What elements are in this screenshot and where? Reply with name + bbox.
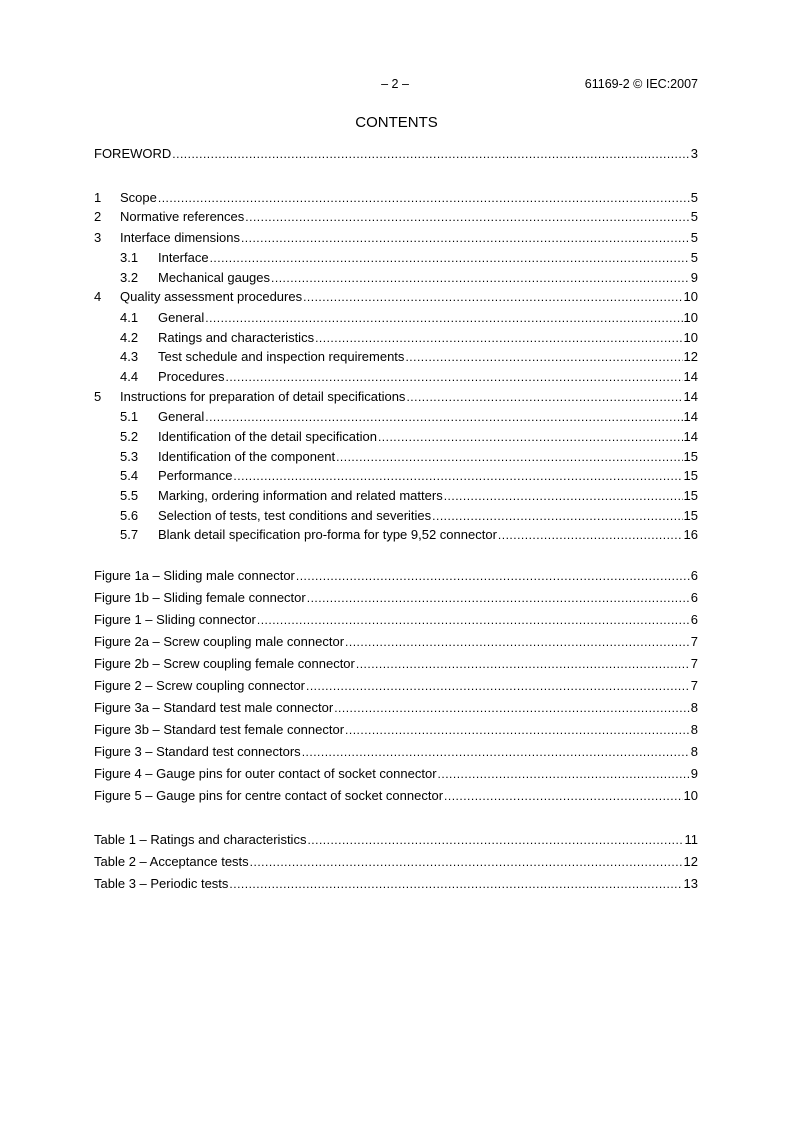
dot-leader [296,565,690,587]
toc-page-number: 7 [690,678,698,693]
dot-leader [307,587,690,609]
toc-row-section[interactable] [94,228,698,249]
figure-list-item[interactable] [94,631,698,653]
dot-leader [172,145,689,164]
foreword-entry [94,144,698,163]
toc-row-subsection[interactable] [94,308,698,328]
dot-leader [315,329,682,348]
section-number: 3 [94,229,102,245]
toc-entry-label: Marking, ordering information and related matters [158,487,443,503]
figure-list-item[interactable] [94,697,698,719]
section-number: 1 [94,190,102,205]
section-number: 3.1 [120,250,139,265]
toc-row-section[interactable] [94,387,698,408]
toc-row-subsection[interactable] [94,427,698,447]
dot-leader [257,609,690,631]
contents-title: CONTENTS [355,114,438,131]
toc-row-subsection[interactable] [94,525,698,545]
toc-page-number: 14 [683,428,698,444]
section-number: 5.2 [120,428,139,444]
list-of-figures [94,565,698,807]
toc-page-number: 6 [690,612,698,627]
toc-row-subsection[interactable] [94,506,698,526]
dot-leader [303,288,682,307]
toc-page-number: 7 [690,656,698,671]
toc-entry-label: Figure 2b – Screw coupling female connector [94,656,355,671]
toc-row-subsection[interactable] [94,407,698,427]
dot-leader [241,229,690,248]
toc-row-subsection[interactable] [94,367,698,387]
dot-leader [250,851,683,873]
toc-entry-label: Procedures [158,368,225,384]
toc-row-subsection[interactable] [94,347,698,367]
toc-entry-label: Figure 2 – Screw coupling connector [94,678,306,693]
toc-page-number: 6 [690,590,698,605]
section-number: 4.3 [120,349,139,365]
toc-row-subsection[interactable] [94,486,698,506]
toc-entry-label: Blank detail specification pro-forma for type 9,52 connector [158,527,497,543]
dot-leader [378,428,683,447]
dot-leader [444,785,683,807]
dot-leader [233,467,682,486]
toc-entry-label: Quality assessment procedures [120,289,303,305]
section-number: 5.1 [120,409,139,425]
toc-page-number: 13 [683,876,698,891]
toc-row-section[interactable] [94,287,698,308]
toc-page-number: 5 [690,209,698,224]
toc-entry-label: Figure 3a – Standard test male connector [94,700,334,715]
dot-leader [345,719,690,741]
toc-page-number: 14 [683,368,698,384]
toc-entry-label: Test schedule and inspection requirements [158,349,405,365]
toc-row-subsection[interactable] [94,248,698,268]
toc-entry-label: Interface [158,250,209,265]
dot-leader [356,653,690,675]
toc-row-subsection[interactable] [94,466,698,486]
section-number: 4.2 [120,329,139,345]
toc-row-subsection[interactable] [94,447,698,467]
table-list-item[interactable] [94,851,698,873]
section-number: 5.5 [120,487,139,503]
toc-page-number: 12 [683,349,698,365]
section-number: 4 [94,289,102,305]
section-number: 5.4 [120,468,139,484]
figure-list-item[interactable] [94,609,698,631]
toc-page-number: 5 [690,229,698,245]
toc-page-number: 7 [690,634,698,649]
toc-row-section[interactable] [94,188,698,207]
toc-entry-label: Identification of the component [158,448,336,464]
toc-entry-label: Figure 4 – Gauge pins for outer contact of socket connector [94,766,437,781]
figure-list-item[interactable] [94,741,698,763]
figure-list-item[interactable] [94,653,698,675]
toc-page-number: 8 [690,744,698,759]
dot-leader [336,448,682,467]
dot-leader [205,309,682,328]
dot-leader [225,368,682,387]
toc-entry-label: Identification of the detail specification [158,428,377,444]
dot-leader [498,526,683,545]
toc-page-number: 9 [690,766,698,781]
dot-leader [210,249,690,268]
section-number: 4.4 [120,368,139,384]
toc-page-number: 10 [683,329,698,345]
dot-leader [307,829,683,851]
section-number: 5.6 [120,507,139,523]
toc-entry-label: Performance [158,468,233,484]
toc-entry-label: Interface dimensions [120,229,240,245]
figure-list-item[interactable] [94,763,698,785]
toc-entry-label: Figure 3b – Standard test female connector [94,722,345,737]
toc-page-number: 3 [690,146,698,161]
page-number: – 2 – [381,77,409,91]
toc-page-number: 14 [683,409,698,425]
toc-page-number: 15 [683,487,698,503]
table-list-item[interactable] [94,873,698,895]
toc-entry-label: Selection of tests, test conditions and severities [158,507,432,523]
toc-row-subsection[interactable] [94,268,698,288]
toc-row-foreword[interactable] [94,144,698,163]
section-number: 2 [94,209,102,224]
toc-entry-label: Figure 3 – Standard test connectors [94,744,301,759]
toc-entry-label: Figure 5 – Gauge pins for centre contact of socket connector [94,788,444,803]
toc-page-number: 15 [683,468,698,484]
toc-page-number: 11 [684,832,698,847]
toc-entry-label: Mechanical gauges [158,269,271,285]
figure-list-item[interactable] [94,785,698,807]
toc-page-number: 10 [683,788,698,803]
toc-entry-label: Table 1 – Ratings and characteristics [94,832,307,847]
toc-page-number: 16 [683,527,698,543]
dot-leader [245,208,689,227]
figure-list-item[interactable] [94,587,698,609]
table-list-item[interactable] [94,829,698,851]
dot-leader [405,348,682,367]
section-number: 4.1 [120,309,139,325]
section-number: 5.3 [120,448,139,464]
dot-leader [271,269,690,288]
toc-page-number: 9 [690,269,698,285]
toc-entry-label: Figure 1b – Sliding female connector [94,590,306,605]
toc-entry-label: Figure 1 – Sliding connector [94,612,256,627]
toc-page-number: 10 [683,289,698,305]
section-number: 5 [94,388,102,404]
toc-page-number: 10 [683,309,698,325]
toc-entry-label: Figure 1a – Sliding male connector [94,568,295,583]
toc-page-number: 8 [690,700,698,715]
dot-leader [438,763,690,785]
toc-entry-label: Figure 2a – Screw coupling male connector [94,634,345,649]
toc-entry-label: FOREWORD [94,146,172,161]
figure-list-item[interactable] [94,675,698,697]
toc-entry-label: Normative references [120,209,245,224]
dot-leader [432,507,682,526]
toc-page-number: 15 [683,448,698,464]
toc-row-subsection[interactable] [94,328,698,348]
document-reference: 61169-2 © IEC:2007 [584,77,698,91]
toc-page-number: 5 [690,190,698,205]
section-number: 5.7 [120,527,139,543]
dot-leader [444,487,683,506]
section-number: 3.2 [120,269,139,285]
list-of-tables [94,829,698,895]
toc-page-number: 15 [683,507,698,523]
toc-page-number: 6 [690,568,698,583]
toc-page-number: 12 [683,854,698,869]
dot-leader [302,741,690,763]
dot-leader [229,873,682,895]
dot-leader [205,408,682,427]
toc-entry-label: General [158,409,205,425]
figure-list-item[interactable] [94,565,698,587]
toc-entry-label: Ratings and characteristics [158,329,315,345]
toc-entry-label: General [158,309,205,325]
toc-row-section[interactable] [94,207,698,228]
toc-entry-label: Table 2 – Acceptance tests [94,854,249,869]
toc-page-number: 14 [683,388,698,404]
dot-leader [334,697,690,719]
toc-entry-label: Instructions for preparation of detail specifications [120,388,406,404]
dot-leader [158,189,690,208]
toc-sections [94,188,698,545]
dot-leader [345,631,690,653]
toc-page-number: 8 [690,722,698,737]
figure-list-item[interactable] [94,719,698,741]
dot-leader [406,388,682,407]
toc-entry-label: Table 3 – Periodic tests [94,876,229,891]
toc-entry-label: Scope [120,190,157,205]
dot-leader [306,675,690,697]
toc-page-number: 5 [690,250,698,265]
